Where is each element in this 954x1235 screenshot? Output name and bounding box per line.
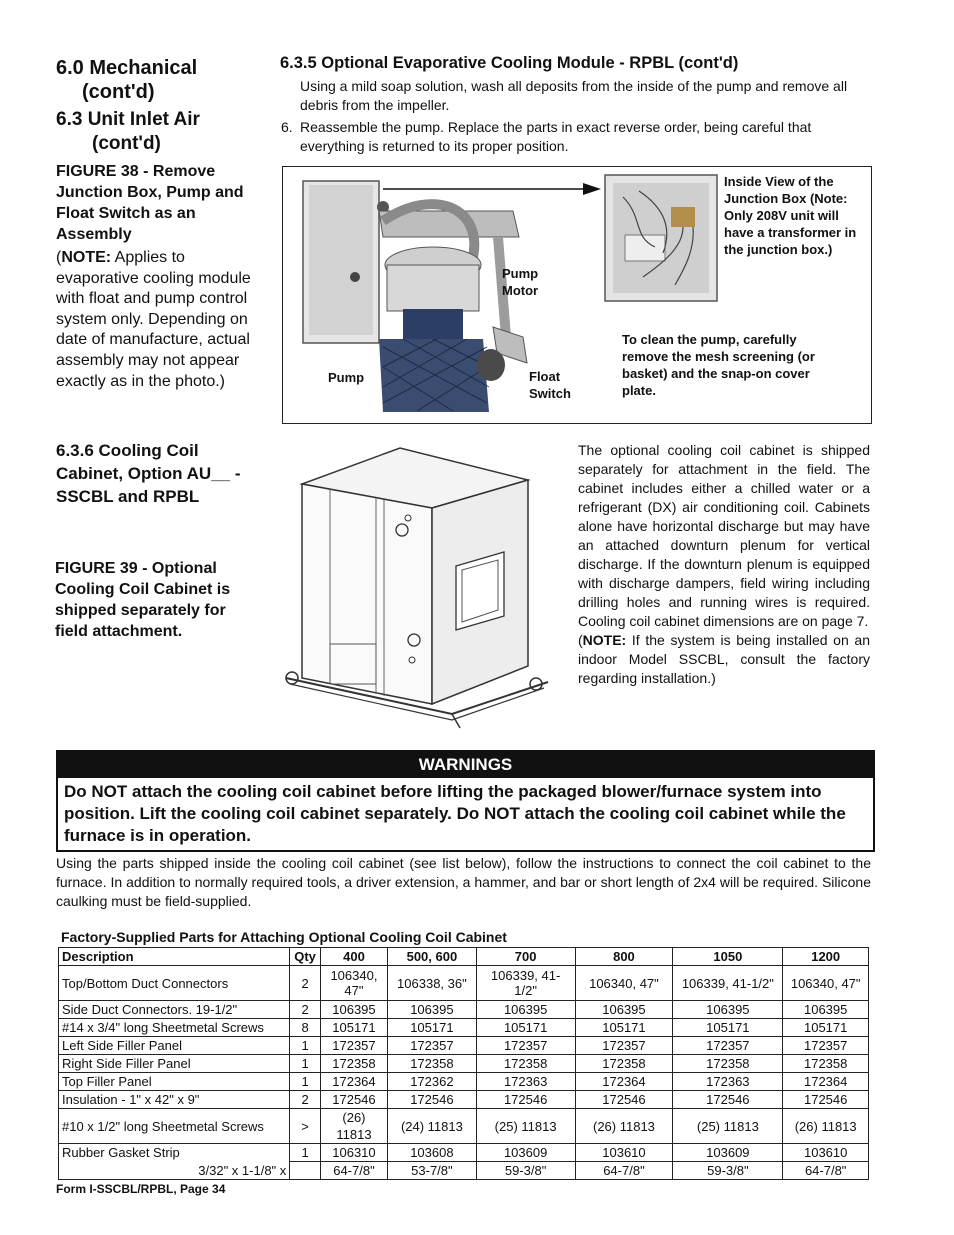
section636-title: 6.3.6 Cooling Coil Cabinet, Option AU__ - SSCBL and RPBL [56, 441, 241, 506]
page-footer: Form I-SSCBL/RPBL, Page 34 [56, 1182, 226, 1196]
label-pump-motor: Pump Motor [502, 266, 539, 298]
section635-para1: Using a mild soap solution, wash all deposits from the inside of the pump and remove all debris from the impeller. [300, 78, 848, 113]
label-float-switch: Float Switch [529, 369, 571, 401]
step6-text: Reassemble the pump. Replace the parts in exact reverse order, being careful that everything is returned to its proper position. [300, 119, 812, 154]
header-1050: 1050 [673, 948, 783, 966]
header-700: 700 [476, 948, 575, 966]
figure39-caption: FIGURE 39 - Optional Cooling Coil Cabinet is shipped separately for field attachment. [55, 560, 231, 640]
step6-number: 6. [281, 119, 293, 135]
table-row: Top/Bottom Duct Connectors 2 106340, 47" 106338, 36" 106339, 41-1/2" 106340, 47" 106339, 41-1/2" 106340, 47" [59, 966, 869, 1001]
figure38-photo [282, 166, 872, 424]
table-row: #14 x 3/4" long Sheetmetal Screws 8 105171 105171 105171 105171 105171 105171 [59, 1019, 869, 1037]
warnings-box [56, 750, 875, 852]
header-description: Description [59, 948, 290, 966]
label-clean-pump: To clean the pump, carefully remove the mesh screening (or basket) and the snap-on cover plate. [622, 332, 815, 398]
parts-table [58, 947, 869, 1180]
section635-title: 6.3.5 Optional Evaporative Cooling Module - RPBL (cont'd) [280, 54, 739, 72]
table-row: Rubber Gasket Strip 1 106310 103608 103609 103610 103609 103610 [59, 1144, 869, 1162]
header-1200: 1200 [783, 948, 869, 966]
label-pump: Pump [328, 370, 365, 385]
section636-body: The optional cooling coil cabinet is shipped separately for attachment in the field. The cabinet includes either a chilled water or a refrigerant (DX) air conditioning coil. Cabinets alone have horizontal discharge but may have an attached downturn plenum for vertical discharge. If the downturn plenum is equipped with discharge dampers, field wiring including drilling holes and running wires is required. Cooling coil cabinet dimensions are on page 7. (NOTE: If the system is being installed on an indoor Model SSCBL, consult the factory regarding installation.) [578, 442, 870, 686]
table-row: Side Duct Connectors. 19-1/2" 2 106395 106395 106395 106395 106395 106395 [59, 1001, 869, 1019]
table-row: Top Filler Panel 1 172364 172362 172363 172364 172363 172364 [59, 1073, 869, 1091]
instructions-paragraph: Using the parts shipped inside the cooling coil cabinet (see list below), follow the instructions to connect the coil cabinet to the furnace. In addition to normally required tools, a driver extension, a hammer, and bar or short length of 2x4 will be required. Silicone caulking must be field-supplied. [56, 855, 871, 909]
parts-table-container [58, 947, 869, 1180]
subsection-title: 6.3 Unit Inlet Air (cont'd) [56, 109, 200, 154]
figure38-caption: FIGURE 38 - Remove Junction Box, Pump and Float Switch as an Assembly [56, 163, 244, 243]
section-title: 6.0 Mechanical (cont'd) [56, 57, 198, 103]
table-row: Left Side Filler Panel 1 172357 172357 172357 172357 172357 172357 [59, 1037, 869, 1055]
table-row: 3/32" x 1-1/8" x 64-7/8" 53-7/8" 59-3/8" 64-7/8" 59-3/8" 64-7/8" [59, 1162, 869, 1180]
table-row: #10 x 1/2" long Sheetmetal Screws > (26) 11813 (24) 11813 (25) 11813 (26) 11813 (25) 11813 (26) 11813 [59, 1109, 869, 1144]
figure39-drawing [280, 434, 565, 730]
header-qty: Qty [290, 948, 321, 966]
warnings-text: Do NOT attach the cooling coil cabinet before lifting the packaged blower/furnace system into position. Lift the cooling coil cabinet separately. Do NOT attach the cooling coil cabinet while the furnace is in operation. [64, 782, 846, 845]
cooling-coil-cabinet-illustration [280, 434, 565, 730]
figure38-note: (NOTE: Applies to evaporative cooling module with float and pump control system only. Depending on date of manufacture, actual assembly may not appear exactly as in the photo.) [56, 249, 251, 390]
table-row: Right Side Filler Panel 1 172358 172358 172358 172358 172358 172358 [59, 1055, 869, 1073]
parts-table-title: Factory-Supplied Parts for Attaching Optional Cooling Coil Cabinet [61, 929, 507, 945]
label-inside-view: Inside View of the Junction Box (Note: Only 208V unit will have a transformer in the junction box.) [724, 174, 857, 257]
header-800: 800 [575, 948, 673, 966]
table-header-row [59, 948, 869, 966]
table-row: Insulation - 1" x 42" x 9" 2 172546 172546 172546 172546 172546 172546 [59, 1091, 869, 1109]
header-500-600: 500, 600 [388, 948, 477, 966]
warnings-header: WARNINGS [58, 752, 873, 778]
header-400: 400 [320, 948, 387, 966]
